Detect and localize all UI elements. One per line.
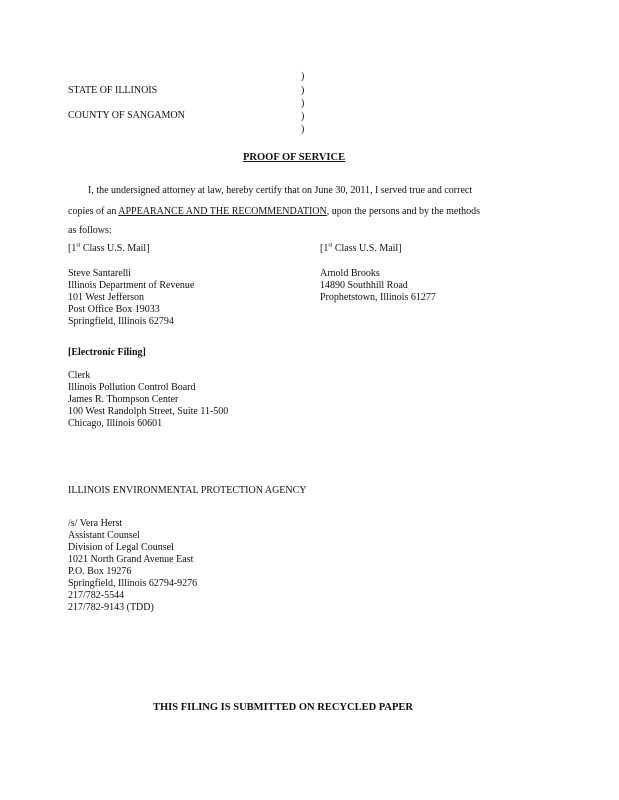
- recipient-left: [68, 268, 194, 328]
- caption-paren: ): [301, 98, 305, 109]
- caption-paren: ): [301, 111, 305, 122]
- method-sup: st: [76, 242, 81, 249]
- caption-county: COUNTY OF SANGAMON: [68, 110, 185, 121]
- certification-line-2: [68, 206, 480, 218]
- address-line: Chicago, Illinois 60601: [68, 418, 163, 429]
- caption-state: STATE OF ILLINOIS: [68, 85, 158, 96]
- method-electronic: [Electronic Filing]: [68, 347, 146, 358]
- signature-line: /s/ Vera Herst: [68, 518, 123, 529]
- address-line: Post Office Box 19033: [68, 304, 160, 315]
- document-appearance: APPEARANCE: [118, 206, 184, 217]
- signature-line: Springfield, Illinois 62794-9276: [68, 578, 198, 589]
- signature-block: [68, 518, 197, 614]
- address-line: Prophetstown, Illinois 61277: [320, 292, 436, 303]
- method-sup: st: [328, 242, 333, 249]
- cert-and: AND: [183, 206, 210, 217]
- method-mail-right: [320, 243, 402, 255]
- document-recommendation: THE RECOMMENDATION: [209, 206, 327, 217]
- address-line: 100 West Randolph Street, Suite 11-500: [68, 406, 229, 417]
- method-text: [1: [68, 243, 77, 254]
- address-line: Illinois Department of Revenue: [68, 280, 195, 291]
- signature-line: P.O. Box 19276: [68, 566, 132, 577]
- caption-paren: ): [301, 124, 305, 135]
- certification-line-1: I, the undersigned attorney at law, hereby certify that on June 30, 2011, I served true and correct: [88, 185, 473, 196]
- caption-paren: ): [301, 85, 305, 96]
- cert-text: copies of an: [68, 206, 119, 217]
- document-title: PROOF OF SERVICE: [243, 152, 346, 163]
- address-line: Clerk: [68, 370, 91, 381]
- address-line: Steve Santarelli: [68, 268, 132, 279]
- address-line: James R. Thompson Center: [68, 394, 179, 405]
- method-text: Class U.S. Mail]: [332, 243, 402, 254]
- signature-line: Division of Legal Counsel: [68, 542, 174, 553]
- caption-paren: ): [301, 71, 305, 82]
- signature-line: 217/782-9143 (TDD): [68, 602, 154, 613]
- signature-line: 217/782-5544: [68, 590, 125, 601]
- address-line: Springfield, Illinois 62794: [68, 316, 174, 327]
- signature-line: Assistant Counsel: [68, 530, 140, 541]
- address-line: 101 West Jefferson: [68, 292, 145, 303]
- recipient-right: [320, 268, 436, 304]
- recycled-paper-footer: THIS FILING IS SUBMITTED ON RECYCLED PAPER: [153, 702, 414, 713]
- method-text: [1: [320, 243, 329, 254]
- signature-line: 1021 North Grand Avenue East: [68, 554, 194, 565]
- recipient-board: [68, 370, 228, 430]
- address-line: Arnold Brooks: [320, 268, 380, 279]
- address-line: Illinois Pollution Control Board: [68, 382, 196, 393]
- method-mail-left: [68, 243, 150, 255]
- method-text: Class U.S. Mail]: [80, 243, 150, 254]
- cert-text: , upon the persons and by the methods: [326, 206, 481, 217]
- agency-name: ILLINOIS ENVIRONMENTAL PROTECTION AGENCY: [68, 485, 307, 496]
- certification-line-3: as follows:: [68, 225, 112, 236]
- address-line: 14890 Southhill Road: [320, 280, 408, 291]
